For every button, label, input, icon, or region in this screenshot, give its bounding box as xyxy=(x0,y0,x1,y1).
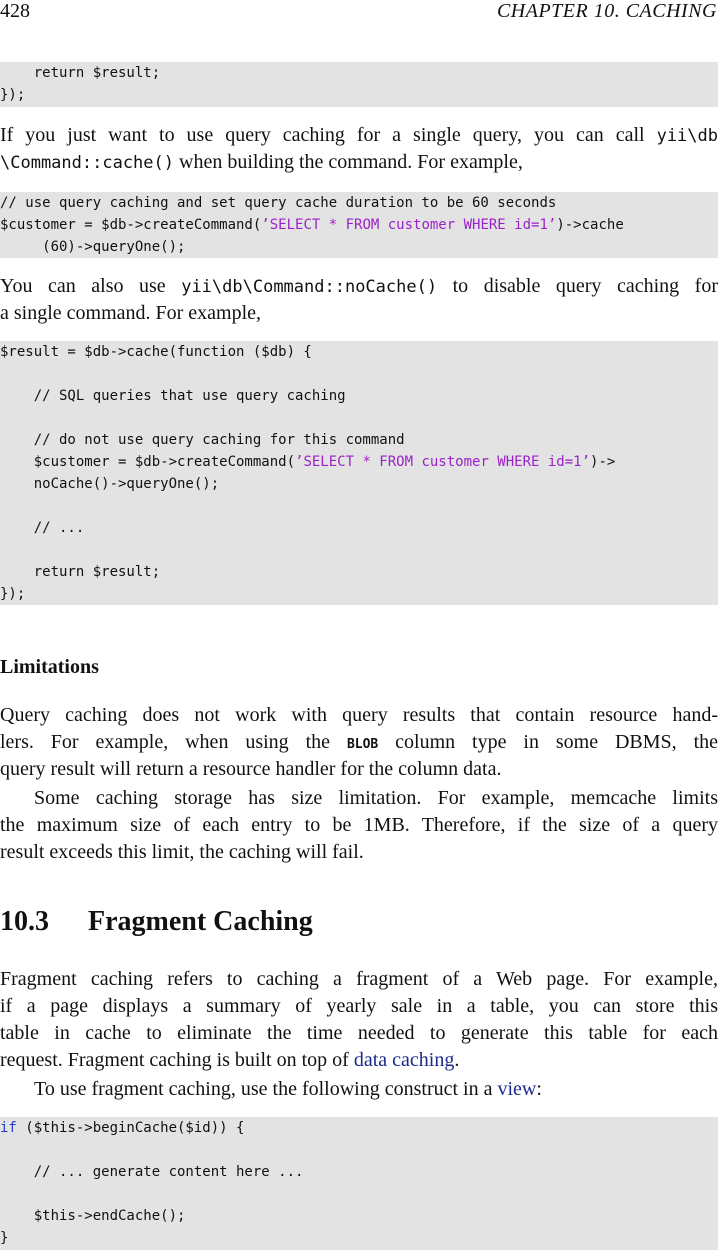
paragraph-line: Query caching does not work with query results that contain resource hand- xyxy=(0,704,718,726)
paragraph xyxy=(0,1076,718,1103)
code-line: }); xyxy=(0,87,26,103)
code-line-blank xyxy=(0,495,718,517)
code-block xyxy=(0,192,718,258)
paragraph-line: the maximum size of each entry to be 1MB. Therefore, if the size of a query xyxy=(0,814,718,836)
paragraph-line: if a page displays a summary of yearly sale in a table, you can store this xyxy=(0,995,718,1017)
code-block xyxy=(0,341,718,605)
code-comment: // ... xyxy=(0,520,85,536)
code-line: (60)->queryOne(); xyxy=(0,239,186,255)
code-line-blank xyxy=(0,407,718,429)
code-line: }); xyxy=(0,586,26,602)
code-line-blank xyxy=(0,363,718,385)
paragraph-line xyxy=(0,729,718,756)
code-line xyxy=(0,214,718,236)
text: request. Fragment caching is built on top of xyxy=(0,1049,354,1071)
data-caching-link[interactable]: data caching xyxy=(353,1049,455,1071)
paragraph-line: Some caching storage has size limitation. For example, memcache limits xyxy=(34,787,718,809)
code-line-blank xyxy=(0,1183,718,1205)
section-heading xyxy=(0,906,313,938)
text: : xyxy=(536,1078,542,1100)
text: lers. For example, when using the xyxy=(0,731,347,753)
code-comment: // SQL queries that use query caching xyxy=(0,388,346,404)
code-line: return $result; xyxy=(0,65,161,81)
paragraph-line xyxy=(0,1076,718,1103)
paragraph-line: result exceeds this limit, the caching will fail. xyxy=(0,841,364,863)
code-text: )-> xyxy=(590,454,616,470)
text: to disable query caching for xyxy=(437,275,718,297)
text: To use fragment caching, use the following construct in a xyxy=(34,1078,498,1100)
paragraph-line: query result will return a resource handler for the column data. xyxy=(0,758,502,780)
code-line: return $result; xyxy=(0,564,161,580)
paragraph-line: a single command. For example, xyxy=(0,302,262,324)
paragraph-line xyxy=(0,273,718,300)
text: column type in some DBMS, the xyxy=(378,731,718,753)
code-text: $customer = $db->createCommand( xyxy=(0,217,262,233)
paragraph-line xyxy=(0,122,718,149)
code-line xyxy=(0,1117,718,1139)
code-text: )->cache xyxy=(556,217,624,233)
subsection-heading: Limitations xyxy=(0,656,99,678)
code-line: noCache()->queryOne(); xyxy=(0,476,220,492)
code-line-blank xyxy=(0,1139,718,1161)
paragraph-line: table in cache to eliminate the time needed to generate this table for each xyxy=(0,1022,718,1044)
code-text: ($this->beginCache($id)) { xyxy=(16,1120,245,1136)
inline-code: BLOB xyxy=(346,737,379,752)
code-comment: // do not use query caching for this command xyxy=(0,432,405,448)
code-line-blank xyxy=(0,539,718,561)
code-line xyxy=(0,451,718,473)
code-comment: // use query caching and set query cache duration to be 60 seconds xyxy=(0,195,557,211)
section-number: 10.3 xyxy=(0,906,49,937)
paragraph-line xyxy=(0,149,718,176)
code-block xyxy=(0,1117,718,1250)
inline-code: \Command::cache() xyxy=(0,153,174,173)
text: when building the command. For example, xyxy=(174,151,523,173)
code-line: $result = $db->cache(function ($db) { xyxy=(0,344,312,360)
text: If you just want to use query caching for a single query, you can call xyxy=(0,124,657,146)
text: . xyxy=(454,1049,460,1071)
code-string: ’SELECT * FROM customer WHERE id=1’ xyxy=(295,454,591,470)
inline-code: yii\db xyxy=(656,126,718,146)
chapter-title: CHAPTER 10. CACHING xyxy=(496,0,717,22)
page-header xyxy=(0,0,718,22)
code-line: } xyxy=(0,1230,9,1246)
paragraph xyxy=(0,273,718,327)
view-link[interactable]: view xyxy=(497,1078,537,1100)
paragraph xyxy=(0,122,718,176)
section-title: Fragment Caching xyxy=(88,906,313,937)
paragraph-line: Fragment caching refers to caching a fragment of a Web page. For example, xyxy=(0,968,718,990)
code-text: $customer = $db->createCommand( xyxy=(0,454,296,470)
code-keyword: if xyxy=(0,1120,17,1136)
page-number: 428 xyxy=(0,0,30,22)
text: You can also use xyxy=(0,275,182,297)
paragraph xyxy=(0,966,718,1074)
paragraph xyxy=(0,785,718,866)
paragraph xyxy=(0,702,718,783)
code-line: $this->endCache(); xyxy=(0,1208,186,1224)
code-block xyxy=(0,62,718,107)
code-comment: // ... generate content here ... xyxy=(0,1164,304,1180)
code-string: ’SELECT * FROM customer WHERE id=1’ xyxy=(261,217,557,233)
inline-code: yii\db\Command::noCache() xyxy=(181,277,438,297)
paragraph-line xyxy=(0,1047,718,1074)
